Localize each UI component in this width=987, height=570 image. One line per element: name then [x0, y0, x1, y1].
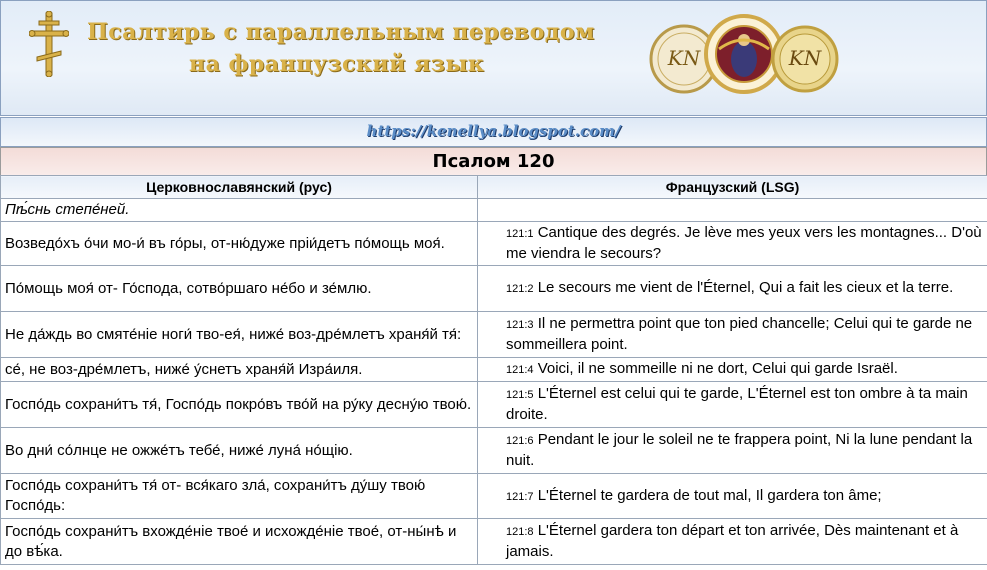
table-row	[1, 428, 987, 474]
header-logos	[649, 13, 839, 99]
verse-number: 121:2	[506, 283, 534, 295]
verse-french	[478, 474, 987, 519]
verse-number: 121:3	[506, 319, 534, 331]
verse-french-text: Le secours me vient de l'Éternel, Qui a fait les cieux et la terre.	[537, 279, 954, 296]
verse-french-text: Cantique des degrés. Je lève mes yeux vers les montagnes... D'où me viendra le secours?	[506, 224, 982, 262]
table-row	[1, 474, 987, 519]
verse-number: 121:8	[506, 526, 534, 538]
table-row	[1, 199, 987, 222]
verse-church-slavonic: Госпо́дь сохрани́тъ тя́ от- вся́каго зла́, сохрани́тъ ду́шу твою́ Госпо́дь:	[1, 474, 478, 519]
verse-church-slavonic: Возведо́хъ о́чи мо-и́ въ го́ры, от-ню́дуже прiи́детъ по́мощь моя́.	[1, 222, 478, 266]
table-header-row	[1, 176, 987, 199]
verse-french-text: Pendant le jour le soleil ne te frappera point, Ni la lune pendant la nuit.	[506, 431, 973, 469]
psalm-parallel-table	[0, 175, 987, 565]
table-row	[1, 358, 987, 382]
verse-number: 121:5	[506, 389, 534, 401]
table-row	[1, 382, 987, 428]
table-row	[1, 312, 987, 358]
site-url-link[interactable]: https://kenellya.blogspot.com/	[366, 122, 621, 140]
table-row	[1, 519, 987, 565]
page-header	[0, 0, 987, 116]
verse-number: 121:1	[506, 228, 534, 240]
verse-french-text: Il ne permettra point que ton pied chancelle; Celui qui te garde ne sommeillera point.	[506, 315, 973, 353]
logo-right-text: KN	[788, 46, 822, 70]
verse-church-slavonic: Во дни́ со́лнце не ожже́тъ тебе́, ниже́ луна́ но́щiю.	[1, 428, 478, 474]
table-row	[1, 266, 987, 312]
psalm-title: Псалом 120	[0, 147, 987, 176]
verse-french	[478, 519, 987, 565]
verse-french	[478, 266, 987, 312]
verse-french-text: L'Éternel gardera ton départ et ton arrivée, Dès maintenant et à jamais.	[506, 522, 959, 560]
verse-number: 121:7	[506, 490, 534, 503]
verse-french	[478, 382, 987, 428]
verse-number: 121:6	[506, 435, 534, 447]
logo-left-text: KN	[667, 46, 701, 70]
icon-pokrov-logo	[706, 16, 782, 92]
verse-french-text: L'Éternel te gardera de tout mal, Il gardera ton âme;	[537, 486, 882, 504]
site-url-bar	[0, 117, 987, 147]
verse-french	[478, 428, 987, 474]
verse-french-text: Voici, il ne sommeille ni ne dort, Celui qui garde Israël.	[537, 360, 898, 377]
verse-french	[478, 199, 987, 222]
column-header-french: Французский (LSG)	[478, 176, 987, 199]
orthodox-cross-icon	[29, 11, 69, 77]
verse-church-slavonic: По́мощь моя́ от- Го́спода, сотво́ршаго не́бо и зе́млю.	[1, 266, 478, 312]
verse-church-slavonic: се́, не воз-дре́млетъ, ниже́ у́снетъ храня́й Изра́иля.	[1, 358, 478, 382]
verse-french-text: L'Éternel est celui qui te garde, L'Éternel est ton ombre à ta main droite.	[506, 385, 968, 423]
verse-french	[478, 222, 987, 266]
verse-church-slavonic: Госпо́дь сохрани́тъ вхожде́нiе твое́ и исхожде́нiе твое́, от-ны́нѣ и до вѣ́ка.	[1, 519, 478, 565]
verse-church-slavonic: Пѣ́снь степе́ней.	[1, 199, 478, 222]
site-title-line-1: Псалтирь с параллельным переводом	[87, 19, 595, 45]
verse-french	[478, 358, 987, 382]
site-title-line-2: на французский язык	[189, 51, 485, 77]
verse-church-slavonic: Госпо́дь сохрани́тъ тя́, Госпо́дь покро́въ тво́й на ру́ку десну́ю твою́.	[1, 382, 478, 428]
column-header-church-slavonic: Церковнославянский (рус)	[1, 176, 478, 199]
verse-french	[478, 312, 987, 358]
table-row	[1, 222, 987, 266]
verse-number: 121:4	[506, 364, 534, 376]
verse-church-slavonic: Не да́ждь во смяте́нiе ноги́ тво-ея́, ниже́ воз-дре́млетъ храня́й тя́:	[1, 312, 478, 358]
